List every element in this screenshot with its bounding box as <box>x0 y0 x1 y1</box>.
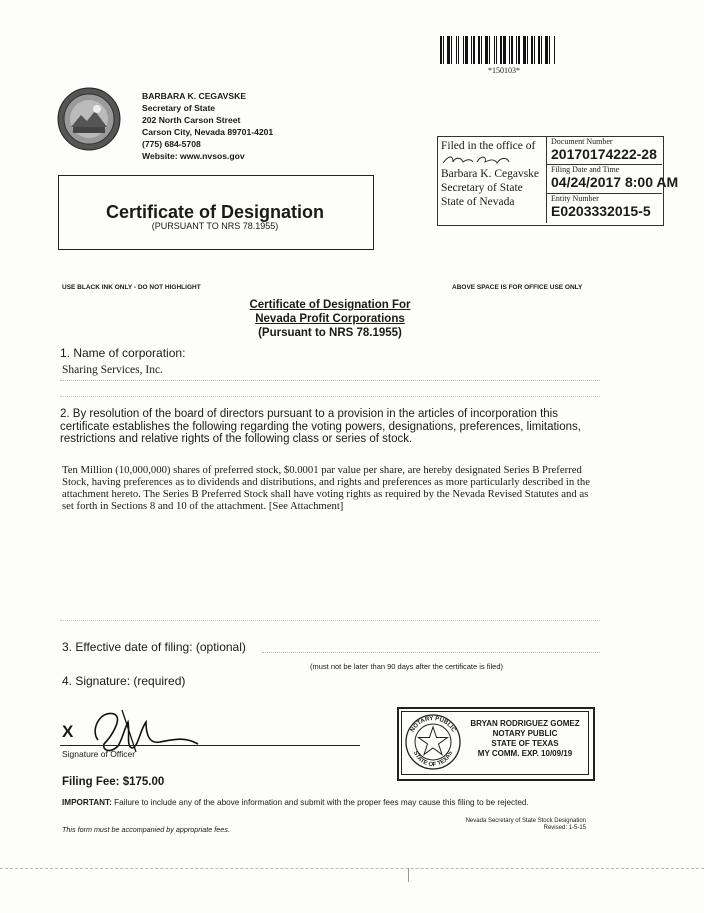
filed-line3: Secretary of State <box>441 182 523 194</box>
barcode-bar <box>473 36 475 64</box>
barcode-bar <box>507 36 508 64</box>
barcode-bar <box>469 36 470 64</box>
barcode-bar <box>541 36 542 64</box>
filer-signature-icon <box>441 153 521 167</box>
barcode-bar <box>554 36 555 64</box>
important-notice <box>62 798 529 807</box>
sos-phone: (775) 684-5708 <box>142 139 201 149</box>
notary-state: STATE OF TEXAS <box>491 739 559 748</box>
sos-website: Website: www.nvsos.gov <box>142 151 245 161</box>
barcode-bar <box>471 36 472 64</box>
barcode-bar <box>514 36 515 64</box>
barcode-bar <box>445 36 446 64</box>
barcode-bar <box>456 36 457 64</box>
barcode-bar <box>443 36 444 64</box>
signature-label: Signature of Officer <box>62 749 136 759</box>
barcode-bar <box>531 36 533 64</box>
notary-seal-icon <box>404 713 462 771</box>
barcode-bar <box>465 36 468 64</box>
section4-label: 4. Signature: (required) <box>62 674 186 688</box>
barcode-bar <box>447 36 450 64</box>
barcode-bar <box>500 36 502 64</box>
document-number-label: Document Number <box>551 137 613 146</box>
form-title <box>200 298 460 340</box>
svg-text:STATE OF TEXAS <box>412 750 454 768</box>
notary-title: NOTARY PUBLIC <box>492 729 558 738</box>
filed-line1: Filed in the office of <box>441 140 536 152</box>
section2-line <box>60 620 600 622</box>
barcode-bar <box>485 36 488 64</box>
signature-line <box>60 745 360 746</box>
barcode-bar <box>509 36 510 64</box>
notary-expiry: MY COMM. EXP. 10/09/19 <box>477 749 573 758</box>
barcode-bar <box>481 36 482 64</box>
form-name: Nevada Secretary of State Stock Designation <box>465 818 586 824</box>
stock-designation-field[interactable]: Ten Million (10,000,000) shares of preferred stock, $0.0001 par value per share, are hereby designated Series B Preferred Stock, having preferences as to dividends and distributions, and rights and preferences as more particularly described in the attachment hereto. The Series B Preferred Stock shall have voting rights as required by the Nevada Revised Statutes and as set forth in Sections 8 and 10 of the attachment. [See Attachment] <box>62 464 590 512</box>
notary-seal-top-text: NOTARY PUBLIC <box>409 715 457 734</box>
barcode-bar <box>483 36 484 64</box>
notary-name: BRYAN RODRIGUEZ GOMEZ <box>470 719 580 728</box>
filing-date-cell <box>547 165 679 194</box>
important-text: Failure to include any of the above information and submit with the proper fees may cause this filing to be rejected. <box>111 798 529 807</box>
barcode-bar <box>516 36 517 64</box>
filing-fee: Filing Fee: $175.00 <box>62 776 165 788</box>
barcode-bar <box>551 36 553 64</box>
scan-mark <box>408 868 409 882</box>
sos-title: Secretary of State <box>142 103 216 113</box>
barcode-bar <box>478 36 480 64</box>
sos-city: Carson City, Nevada 89701-4201 <box>142 127 274 137</box>
notary-seal-bottom-text: STATE OF TEXAS <box>411 750 455 769</box>
section1-line <box>60 380 600 382</box>
barcode-bar <box>527 36 528 64</box>
barcode-bar <box>511 36 513 64</box>
ink-instruction: USE BLACK INK ONLY - DO NOT HIGHLIGHT <box>62 284 201 291</box>
barcode-bar <box>440 36 442 64</box>
section2-label: 2. By resolution of the board of directors pursuant to a provision in the articles of incorporation this certificate establishes the following regarding the voting powers, designations, preferences, limitations, restrictions and relative rights of the following class or series of stock. <box>60 408 581 445</box>
barcode-bar <box>458 36 459 64</box>
barcode-bar <box>503 36 506 64</box>
barcode-bar <box>498 36 499 64</box>
nevada-seal-icon <box>57 87 121 151</box>
svg-text:NOTARY PUBLIC <box>410 716 457 734</box>
sos-name: BARBARA K. CEGAVSKE <box>142 91 247 101</box>
form-revision-note <box>430 818 586 832</box>
barcode-bar <box>453 36 455 64</box>
secretary-of-state-address <box>142 90 273 162</box>
barcode-bar <box>534 36 535 64</box>
barcode-bar <box>529 36 530 64</box>
form-title-line3: (Pursuant to NRS 78.1955) <box>258 327 402 339</box>
barcode-bar <box>538 36 540 64</box>
barcode-bar <box>476 36 477 64</box>
fee-requirement-note: This form must be accompanied by appropriate fees. <box>62 825 230 834</box>
filed-in-office <box>441 139 545 209</box>
barcode-bar <box>545 36 548 64</box>
barcode-bar <box>460 36 462 64</box>
entity-number-cell <box>547 194 662 223</box>
barcode-bar <box>543 36 544 64</box>
barcode-bar <box>494 36 495 64</box>
office-use-note: ABOVE SPACE IS FOR OFFICE USE ONLY <box>452 284 583 291</box>
certificate-title: Certificate of Designation <box>105 202 325 222</box>
sos-street: 202 North Carson Street <box>142 115 241 125</box>
document-number: 20170174222-28 <box>551 146 657 162</box>
section1-label: 1. Name of corporation: <box>60 346 186 360</box>
entity-number-label: Entity Number <box>551 194 599 203</box>
barcode-bar <box>549 36 550 64</box>
important-label: IMPORTANT: <box>62 798 112 807</box>
filed-line2: Barbara K. Cegavske <box>441 168 540 180</box>
section1-line-lower <box>60 396 600 398</box>
barcode-bar <box>451 36 452 64</box>
notary-details <box>462 719 588 759</box>
document-number-cell <box>547 137 662 165</box>
barcode-bar <box>496 36 497 64</box>
section3-label: 3. Effective date of filing: (optional) <box>62 640 246 654</box>
barcode-bar <box>489 36 490 64</box>
barcode-bar <box>518 36 520 64</box>
certificate-subtitle: (PURSUANT TO NRS 78.1955) <box>151 221 279 231</box>
filing-date: 04/24/2017 8:00 AM <box>551 174 679 190</box>
barcode-bar <box>523 36 526 64</box>
effective-date-note: (must not be later than 90 days after the certificate is filed) <box>310 662 504 671</box>
signature-x-mark: X <box>62 722 74 741</box>
barcode-bar <box>463 36 464 64</box>
barcode-bar <box>521 36 522 64</box>
barcode <box>440 36 568 64</box>
entity-number: E0203332015-5 <box>551 203 651 219</box>
form-title-line2: Nevada Profit Corporations <box>255 313 405 325</box>
barcode-bar <box>491 36 493 64</box>
form-revised: Revised: 1-5-15 <box>543 825 586 831</box>
corporation-name-field[interactable]: Sharing Services, Inc. <box>62 364 163 376</box>
filing-date-label: Filing Date and Time <box>551 165 620 174</box>
barcode-number: *150103* <box>488 66 520 75</box>
page-bottom-edge <box>0 868 704 870</box>
barcode-bar <box>536 36 537 64</box>
filed-line4: State of Nevada <box>441 196 515 208</box>
effective-date-field[interactable] <box>262 652 600 654</box>
form-title-line1: Certificate of Designation For <box>249 299 411 311</box>
